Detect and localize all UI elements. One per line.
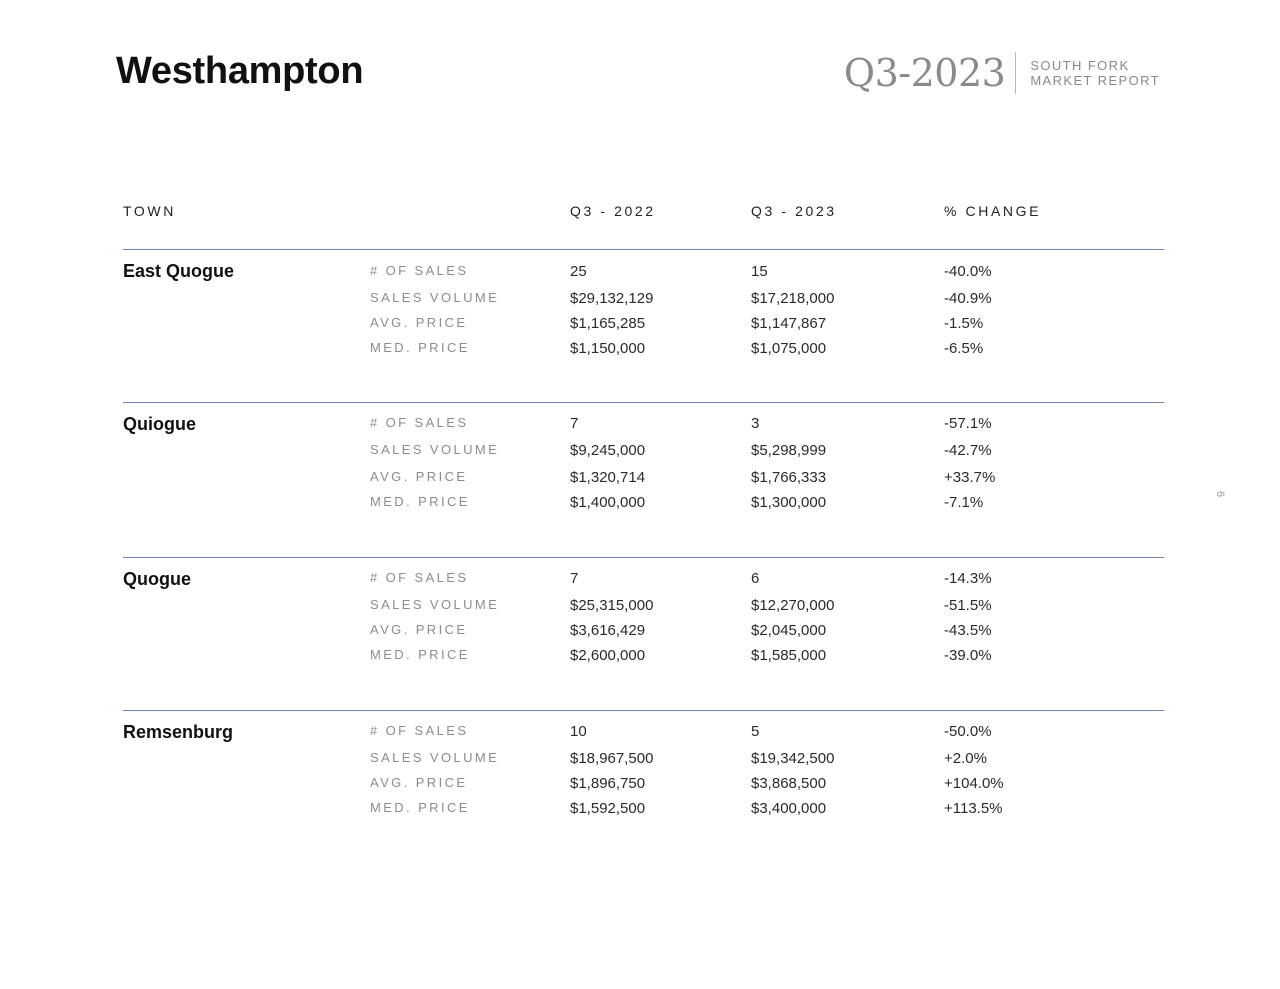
value-q3-2022: $18,967,500	[570, 750, 654, 767]
metric-row	[123, 415, 1164, 435]
value-q3-2023: $1,766,333	[751, 469, 827, 486]
metric-row	[123, 622, 1164, 642]
report-name-line1: SOUTH FORK	[1030, 58, 1130, 73]
value-q3-2023: $3,868,500	[751, 775, 827, 792]
metric-label: MED. PRICE	[370, 494, 470, 509]
value-change: -14.3%	[944, 570, 992, 587]
value-q3-2023: 6	[751, 570, 760, 587]
town-group-remsenburg	[123, 710, 1164, 861]
metric-label: SALES VOLUME	[370, 597, 500, 612]
header-town: TOWN	[123, 203, 176, 219]
metric-row	[123, 800, 1164, 820]
value-change: +113.5%	[944, 800, 1003, 817]
metric-label: AVG. PRICE	[370, 775, 468, 790]
value-change: -40.0%	[944, 263, 992, 280]
value-q3-2023: $1,585,000	[751, 647, 827, 664]
value-q3-2023: $17,218,000	[751, 290, 835, 307]
town-name: East Quogue	[123, 261, 235, 281]
value-q3-2023: $2,045,000	[751, 622, 827, 639]
metric-row	[123, 647, 1164, 667]
value-change: -6.5%	[944, 340, 984, 357]
report-period: Q3-2023	[844, 52, 1016, 94]
metric-label: AVG. PRICE	[370, 469, 468, 484]
town-group-quiogue	[123, 402, 1164, 553]
metric-label: MED. PRICE	[370, 800, 470, 815]
value-change: -57.1%	[944, 415, 992, 432]
metric-row	[123, 290, 1164, 310]
value-q3-2022: $1,165,285	[570, 315, 646, 332]
value-q3-2022: $2,600,000	[570, 647, 646, 664]
value-q3-2023: $1,300,000	[751, 494, 827, 511]
value-q3-2023: $12,270,000	[751, 597, 835, 614]
metric-label: # OF SALES	[370, 263, 469, 278]
metric-label: # OF SALES	[370, 723, 469, 738]
metric-row	[123, 263, 1164, 283]
value-q3-2023: $5,298,999	[751, 442, 827, 459]
report-name	[1016, 58, 1160, 88]
page-number: 6	[1214, 490, 1227, 498]
metric-row	[123, 469, 1164, 489]
value-change: +104.0%	[944, 775, 1004, 792]
value-q3-2022: $1,150,000	[570, 340, 646, 357]
header-q3-2023: Q3 - 2023	[751, 203, 837, 219]
value-q3-2022: 10	[570, 723, 587, 740]
value-q3-2022: $25,315,000	[570, 597, 654, 614]
value-q3-2022: 25	[570, 263, 587, 280]
value-q3-2022: $29,132,129	[570, 290, 654, 307]
value-change: -51.5%	[944, 597, 992, 614]
report-brand	[844, 52, 1160, 94]
table-header	[123, 203, 1163, 221]
value-q3-2022: $1,896,750	[570, 775, 646, 792]
metric-row	[123, 340, 1164, 360]
town-group-quogue	[123, 557, 1164, 708]
metric-label: AVG. PRICE	[370, 622, 468, 637]
value-change: -7.1%	[944, 494, 984, 511]
metric-label: # OF SALES	[370, 570, 469, 585]
metric-row	[123, 597, 1164, 617]
value-q3-2022: 7	[570, 570, 579, 587]
metric-row	[123, 775, 1164, 795]
value-change: +2.0%	[944, 750, 987, 767]
value-q3-2023: $1,075,000	[751, 340, 827, 357]
value-change: -50.0%	[944, 723, 992, 740]
metric-label: SALES VOLUME	[370, 750, 500, 765]
header-change: % CHANGE	[944, 203, 1042, 219]
value-change: -1.5%	[944, 315, 984, 332]
value-q3-2022: $1,400,000	[570, 494, 646, 511]
page-title: Westhampton	[116, 50, 364, 92]
town-name: Remsenburg	[123, 722, 234, 742]
value-q3-2022: $1,592,500	[570, 800, 646, 817]
metric-label: AVG. PRICE	[370, 315, 468, 330]
metric-row	[123, 723, 1164, 743]
value-q3-2023: $3,400,000	[751, 800, 827, 817]
value-q3-2022: 7	[570, 415, 579, 432]
metric-row	[123, 315, 1164, 335]
value-change: -39.0%	[944, 647, 992, 664]
metric-row	[123, 442, 1164, 462]
value-q3-2023: $1,147,867	[751, 315, 827, 332]
town-group-east-quogue	[123, 249, 1164, 400]
value-q3-2022: $9,245,000	[570, 442, 646, 459]
value-change: -43.5%	[944, 622, 992, 639]
metric-row	[123, 570, 1164, 590]
value-change: -40.9%	[944, 290, 992, 307]
value-q3-2022: $3,616,429	[570, 622, 646, 639]
metric-row	[123, 750, 1164, 770]
value-change: -42.7%	[944, 442, 992, 459]
value-q3-2023: 5	[751, 723, 760, 740]
metric-label: MED. PRICE	[370, 340, 470, 355]
value-q3-2023: 3	[751, 415, 760, 432]
metric-row	[123, 494, 1164, 514]
town-name: Quogue	[123, 569, 191, 589]
value-q3-2022: $1,320,714	[570, 469, 646, 486]
metric-label: MED. PRICE	[370, 647, 470, 662]
metric-label: # OF SALES	[370, 415, 469, 430]
value-q3-2023: $19,342,500	[751, 750, 835, 767]
report-name-line2: MARKET REPORT	[1030, 73, 1160, 88]
value-change: +33.7%	[944, 469, 996, 486]
metric-label: SALES VOLUME	[370, 290, 500, 305]
header-q3-2022: Q3 - 2022	[570, 203, 656, 219]
town-name: Quiogue	[123, 414, 196, 434]
value-q3-2023: 15	[751, 263, 768, 280]
metric-label: SALES VOLUME	[370, 442, 500, 457]
